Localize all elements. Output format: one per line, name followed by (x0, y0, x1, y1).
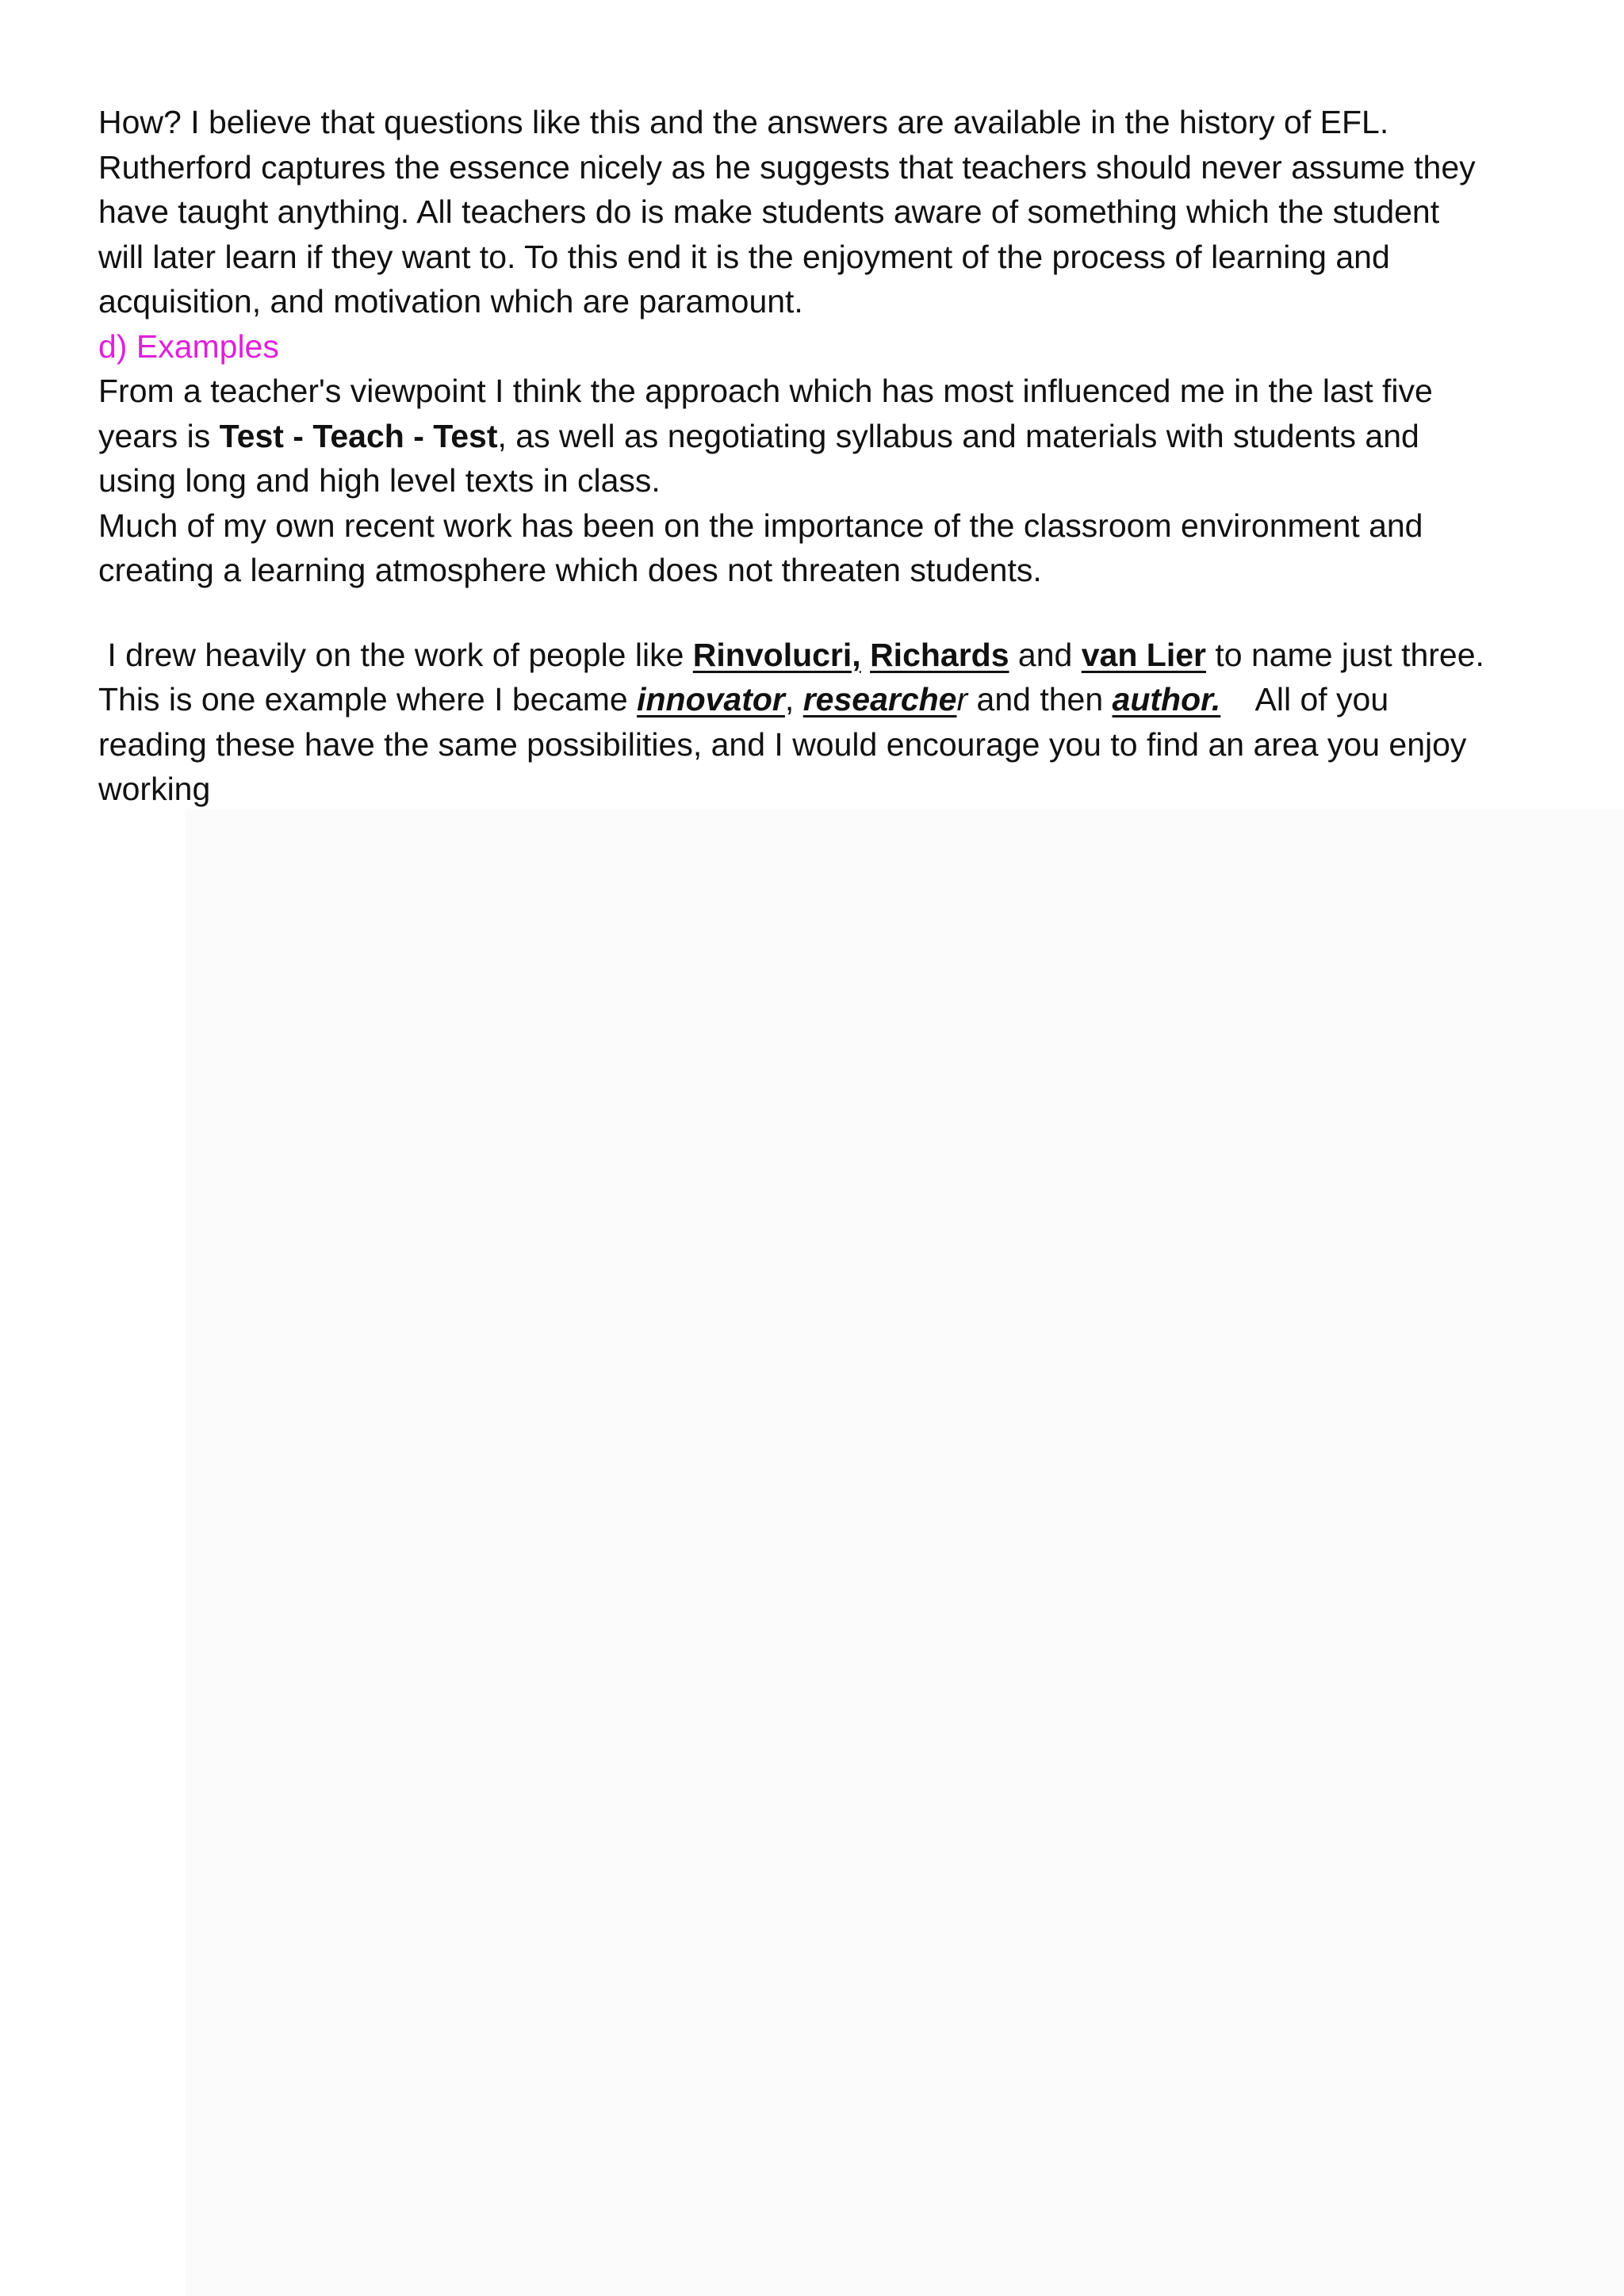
bold-term: Test - Teach - Test (219, 417, 498, 454)
text-line: Much of my own recent work has been on the importance of the classroom environment and (98, 507, 1423, 544)
text-line: From a teacher's viewpoint I think the approach which has most influenced me in the last five (98, 373, 1433, 409)
text-line: reading these have the same possibilities, and I would encourage you to find an area you enjoy (98, 725, 1467, 763)
text-line (98, 633, 1542, 678)
paragraph-influences (98, 633, 1542, 812)
section-heading-examples (98, 324, 1542, 369)
text-run: All of you (1220, 681, 1389, 718)
text-run: I drew heavily on the work of people like (98, 636, 693, 673)
section-heading: d) Examples (98, 327, 279, 365)
text-run: to name just three. (1205, 636, 1484, 673)
text-line: will later learn if they want to. To this end it is the enjoyment of the process of learning and (98, 238, 1390, 275)
paragraph-approach (98, 369, 1542, 503)
text-line (98, 414, 1542, 459)
text-run: years is (98, 417, 220, 454)
paragraph-environment (98, 503, 1542, 593)
text-line (98, 677, 1542, 722)
text-run: , as well as negotiating syllabus and materials with students and (497, 417, 1419, 454)
role-author: author. (1112, 681, 1221, 718)
text-run: and then (967, 681, 1113, 718)
text-line: Rutherford captures the essence nicely as he suggests that teachers should never assume they (98, 148, 1476, 186)
text-run: , (784, 681, 803, 718)
name-van-lier: van Lier (1081, 636, 1206, 673)
name-rinvolucri: Rinvolucri, (692, 636, 861, 673)
role-innovator: innovator (637, 681, 785, 718)
text-line: acquisition, and motivation which are paramount. (98, 283, 803, 320)
text-line: working (98, 771, 211, 807)
name-richards: Richards (870, 636, 1009, 673)
paragraph-history (98, 100, 1542, 324)
text-run: and (1009, 636, 1082, 673)
text-line: have taught anything. All teachers do is make students aware of something which the student (98, 193, 1440, 230)
text-run: This is one example where I became (98, 681, 638, 718)
paragraph-spacer (98, 593, 1542, 633)
text-line: How? I believe that questions like this and the answers are available in the history of EFL. (98, 104, 1389, 140)
document-page (98, 100, 1542, 812)
page-shade (186, 809, 1624, 2296)
role-researcher: researche (802, 681, 957, 718)
text-line: using long and high level texts in class. (98, 462, 661, 499)
text-line: creating a learning atmosphere which does not threaten students. (98, 552, 1042, 588)
role-researcher-tail: r (956, 681, 968, 718)
